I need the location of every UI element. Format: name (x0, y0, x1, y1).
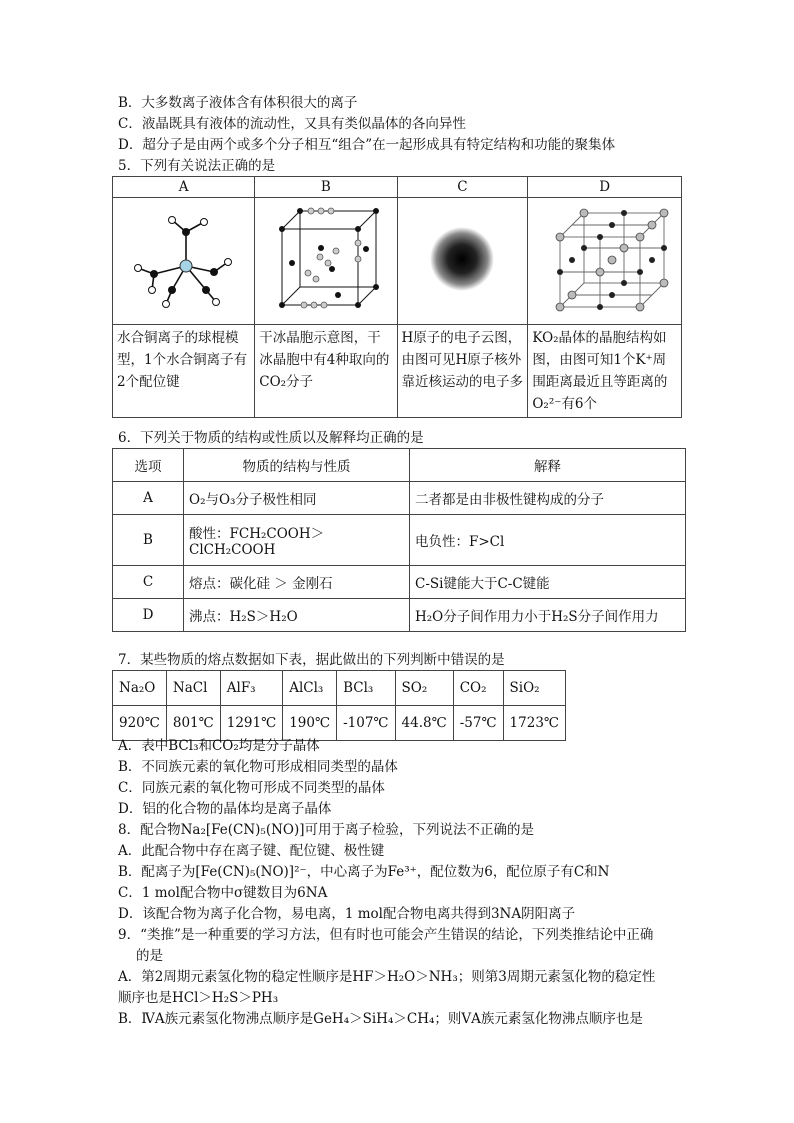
compound-name: SO₂ (395, 671, 453, 706)
compound-name: AlF₃ (220, 671, 282, 706)
question-9-title: 9．“类推”是一种重要的学习方法，但有时也可能会产生错误的结论，下列类推结论中正确 (118, 927, 654, 943)
question-5-table (112, 176, 682, 418)
question-7-title: 7．某些物质的熔点数据如下表，据此做出的下列判断中错误的是 (118, 652, 505, 668)
row-label: D (113, 599, 184, 632)
row-label: A (113, 482, 184, 515)
option-line: A．第2周期元素氢化物的稳定性顺序是HF＞H₂O＞NH₃；则第3周期元素氢化物的稳定性 (118, 969, 656, 985)
dry-ice-unit-cell-cell (255, 198, 397, 325)
option-line: D．该配合物为离子化合物，易电离，1 mol配合物电离共得到3NA阴阳离子 (118, 906, 576, 922)
option-line: C．同族元素的氧化物可形成不同类型的晶体 (118, 780, 385, 796)
row-label: C (113, 566, 184, 599)
dry-ice-unit-cell-diagram (266, 203, 386, 315)
option-line: D．铝的化合物的晶体均是离子晶体 (118, 801, 332, 817)
explanation-cell: 电负性：F>Cl (410, 515, 686, 566)
melting-point: 190℃ (283, 706, 337, 741)
option-line: 顺序也是HCl＞H₂S＞PH₃ (118, 990, 279, 1006)
compound-name: Na₂O (113, 671, 167, 706)
option-line: B．大多数离子液体含有体积很大的离子 (118, 95, 358, 111)
question-8-title: 8．配合物Na₂[Fe(CN)₅(NO)]可用于离子检验，下列说法不正确的是 (118, 822, 535, 838)
question-6-title: 6．下列关于物质的结构或性质以及解释均正确的是 (118, 430, 424, 446)
electron-cloud-cell (397, 198, 528, 325)
melting-point-table (112, 670, 566, 741)
melting-point: -107℃ (337, 706, 395, 741)
column-header: B (255, 177, 397, 198)
question-6-table (112, 448, 686, 632)
option-description: KO₂晶体的晶胞结构如图，由图可知1个K⁺周围距离最近且等距离的O₂²⁻有6个 (528, 325, 682, 418)
copper-ion-ball-stick-model (124, 204, 244, 314)
question-9-title-continued: 的是 (136, 948, 163, 964)
column-header: A (113, 177, 255, 198)
explanation-cell: 二者都是由非极性键构成的分子 (410, 482, 686, 515)
melting-point: 1723℃ (503, 706, 565, 741)
question-5-title: 5．下列有关说法正确的是 (118, 158, 276, 174)
option-description: H原子的电子云图，由图可见H原子核外靠近核运动的电子多 (397, 325, 528, 418)
melting-point: 801℃ (166, 706, 220, 741)
option-line: A．表中BCl₃和CO₂均是分子晶体 (118, 738, 320, 754)
melting-point: 44.8℃ (395, 706, 453, 741)
option-line: C．1 mol配合物中σ键数目为6NA (118, 885, 328, 901)
column-header: 选项 (113, 449, 184, 482)
ball-stick-model-cell (113, 198, 255, 325)
melting-point: -57℃ (453, 706, 503, 741)
option-description: 水合铜离子的球棍模型，1个水合铜离子有2个配位键 (113, 325, 255, 418)
column-header: 物质的结构与性质 (184, 449, 410, 482)
option-line: C．液晶既具有液体的流动性，又具有类似晶体的各向异性 (118, 116, 466, 132)
column-header: D (528, 177, 682, 198)
compound-name: NaCl (166, 671, 220, 706)
option-description: 干冰晶胞示意图，干冰晶胞中有4种取向的CO₂分子 (255, 325, 397, 418)
explanation-cell: H₂O分子间作用力小于H₂S分子间作用力 (410, 599, 686, 632)
option-line: B．ⅣA族元素氢化物沸点顺序是GeH₄＞SiH₄＞CH₄；则ⅤA族元素氢化物沸点顺序也是 (118, 1011, 643, 1027)
property-cell: 酸性：FCH₂COOH＞ClCH₂COOH (184, 515, 410, 566)
column-header: C (397, 177, 528, 198)
compound-name: AlCl₃ (283, 671, 337, 706)
compound-name: SiO₂ (503, 671, 565, 706)
compound-name: BCl₃ (337, 671, 395, 706)
option-line: B．不同族元素的氧化物可形成相同类型的晶体 (118, 759, 398, 775)
row-label: B (113, 515, 184, 566)
property-cell: O₂与O₃分子极性相同 (184, 482, 410, 515)
property-cell: 沸点：H₂S＞H₂O (184, 599, 410, 632)
property-cell: 熔点：碳化硅 ＞ 金刚石 (184, 566, 410, 599)
column-header: 解释 (410, 449, 686, 482)
option-line: D．超分子是由两个或多个分子相互“组合”在一起形成具有特定结构和功能的聚集体 (118, 137, 616, 153)
option-line: B．配离子为[Fe(CN)₅(NO)]²⁻，中心离子为Fe³⁺，配位数为6，配位原子有C和N (118, 864, 610, 880)
compound-name: CO₂ (453, 671, 503, 706)
ko2-crystal-lattice-diagram (540, 203, 670, 315)
ko2-unit-cell-cell (528, 198, 682, 325)
melting-point: 1291℃ (220, 706, 282, 741)
option-line: A．此配合物中存在离子键、配位键、极性键 (118, 843, 385, 859)
explanation-cell: C-Si键能大于C-C键能 (410, 566, 686, 599)
hydrogen-electron-cloud (412, 209, 512, 309)
melting-point: 920℃ (113, 706, 167, 741)
